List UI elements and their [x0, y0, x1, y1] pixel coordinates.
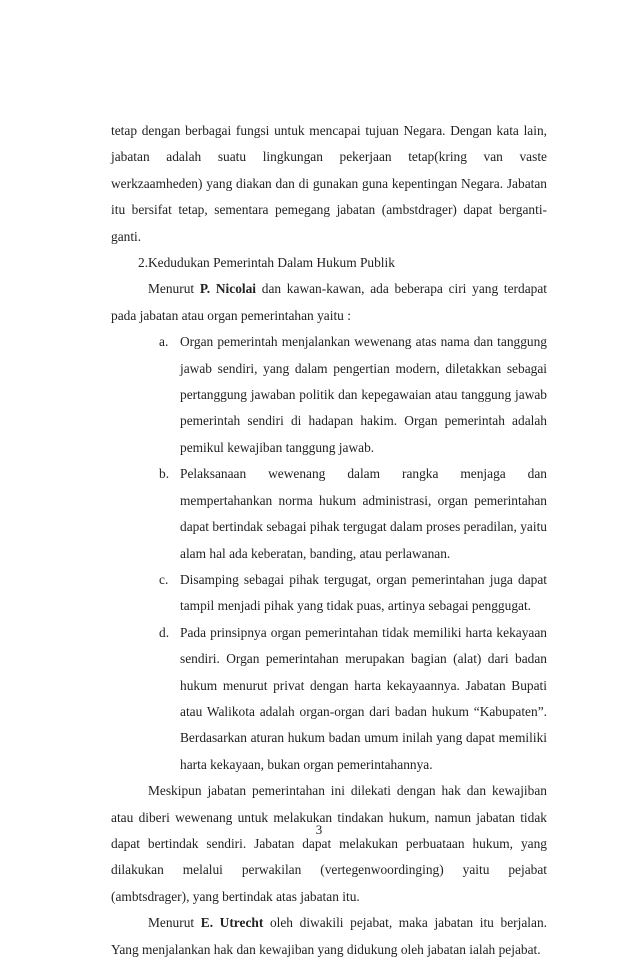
author-utrecht: E. Utrecht: [200, 915, 264, 931]
page-number: 3: [315, 822, 323, 837]
section-number: 2.: [138, 255, 149, 271]
list-item-text: Pelaksanaan wewenang dalam rangka menjaga dan mempertahankan norma hukum administrasi, organ pemerintahan dapat bertindak sebagai pihak tergugat dalam proses peradilan, yaitu alam hal ada keberatan, banding, atau perlawanan.: [180, 466, 547, 561]
paragraph-meskipun: Meskipun jabatan pemerintahan ini dilekati dengan hak dan kewajiban atau diberi wewenang untuk melakukan tindakan hukum, namun jabatan tidak dapat bertindak sendiri. Jabatan dapat melakukan perbuataan hukum, yang dilakukan melalui perwakilan (vertegenwoordinging) yaitu pejabat (ambtsdrager), yang bertindak atas jabatan itu.: [111, 783, 547, 904]
list-item: [111, 329, 547, 461]
paragraph-utrecht-pre: Menurut: [148, 915, 201, 931]
section-heading: [111, 250, 547, 276]
paragraph-nicolai-pre: Menurut: [148, 281, 200, 297]
list-marker: b.: [159, 466, 170, 482]
list-marker: c.: [159, 571, 169, 587]
paragraph-jabatan-definition: tetap dengan berbagai fungsi untuk mencapai tujuan Negara. Dengan kata lain, jabatan adalah suatu lingkungan pekerjaan tetap(kring van vaste werkzaamheden) yang diakan dan di gunakan guna kepentingan Negara. Jabatan itu bersifat tetap, sementara pemegang jabatan (ambstdrager) dapat berganti-ganti.: [111, 123, 547, 244]
list-item: [111, 620, 547, 778]
section-title: Kedudukan Pemerintah Dalam Hukum Publik: [148, 255, 395, 271]
list-item-text: Disamping sebagai pihak tergugat, organ pemerintahan juga dapat tampil menjadi pihak yang tidak puas, artinya sebagai penggugat.: [180, 571, 547, 614]
paragraph-nicolai-post: dan kawan-kawan, ada beberapa ciri yang terdapat pada jabatan atau organ pemerintahan yaitu :: [111, 281, 547, 323]
list-item-text: Organ pemerintah menjalankan wewenang atas nama dan tanggung jawab sendiri, yang dalam pengertian modern, diletakkan sebagai pertanggung jawaban politik dan kepegawaian atau tanggung jawab pemerintah sendiri di hadapan hakim. Organ pemerintah adalah pemikul kewajiban tanggung jawab.: [180, 334, 547, 455]
paragraph-nicolai: [111, 276, 547, 329]
paragraph-utrecht: [111, 910, 547, 963]
author-nicolai: P. Nicolai: [199, 281, 257, 297]
list-item-text: Pada prinsipnya organ pemerintahan tidak memiliki harta kekayaan sendiri. Organ pemerintahan merupakan bagian (alat) dari badan hukum menurut privat dengan harta kekayaannya. Jabatan Bupati atau Walikota adalah organ-organ dari badan hukum “Kabupaten”. Berdasarkan aturan hukum badan umum inilah yang dapat memiliki harta kekayaan, bukan organ pemerintahannya.: [180, 624, 547, 772]
list-item: [111, 567, 547, 620]
list-item: [111, 461, 547, 567]
paragraph-utrecht-post: oleh diwakili pejabat, maka jabatan itu berjalan. Yang menjalankan hak dan kewajiban yang didukung oleh jabatan ialah pejabat.: [111, 915, 547, 957]
characteristics-list: [111, 329, 547, 778]
list-marker: d.: [159, 624, 170, 640]
list-marker: a.: [159, 334, 169, 350]
